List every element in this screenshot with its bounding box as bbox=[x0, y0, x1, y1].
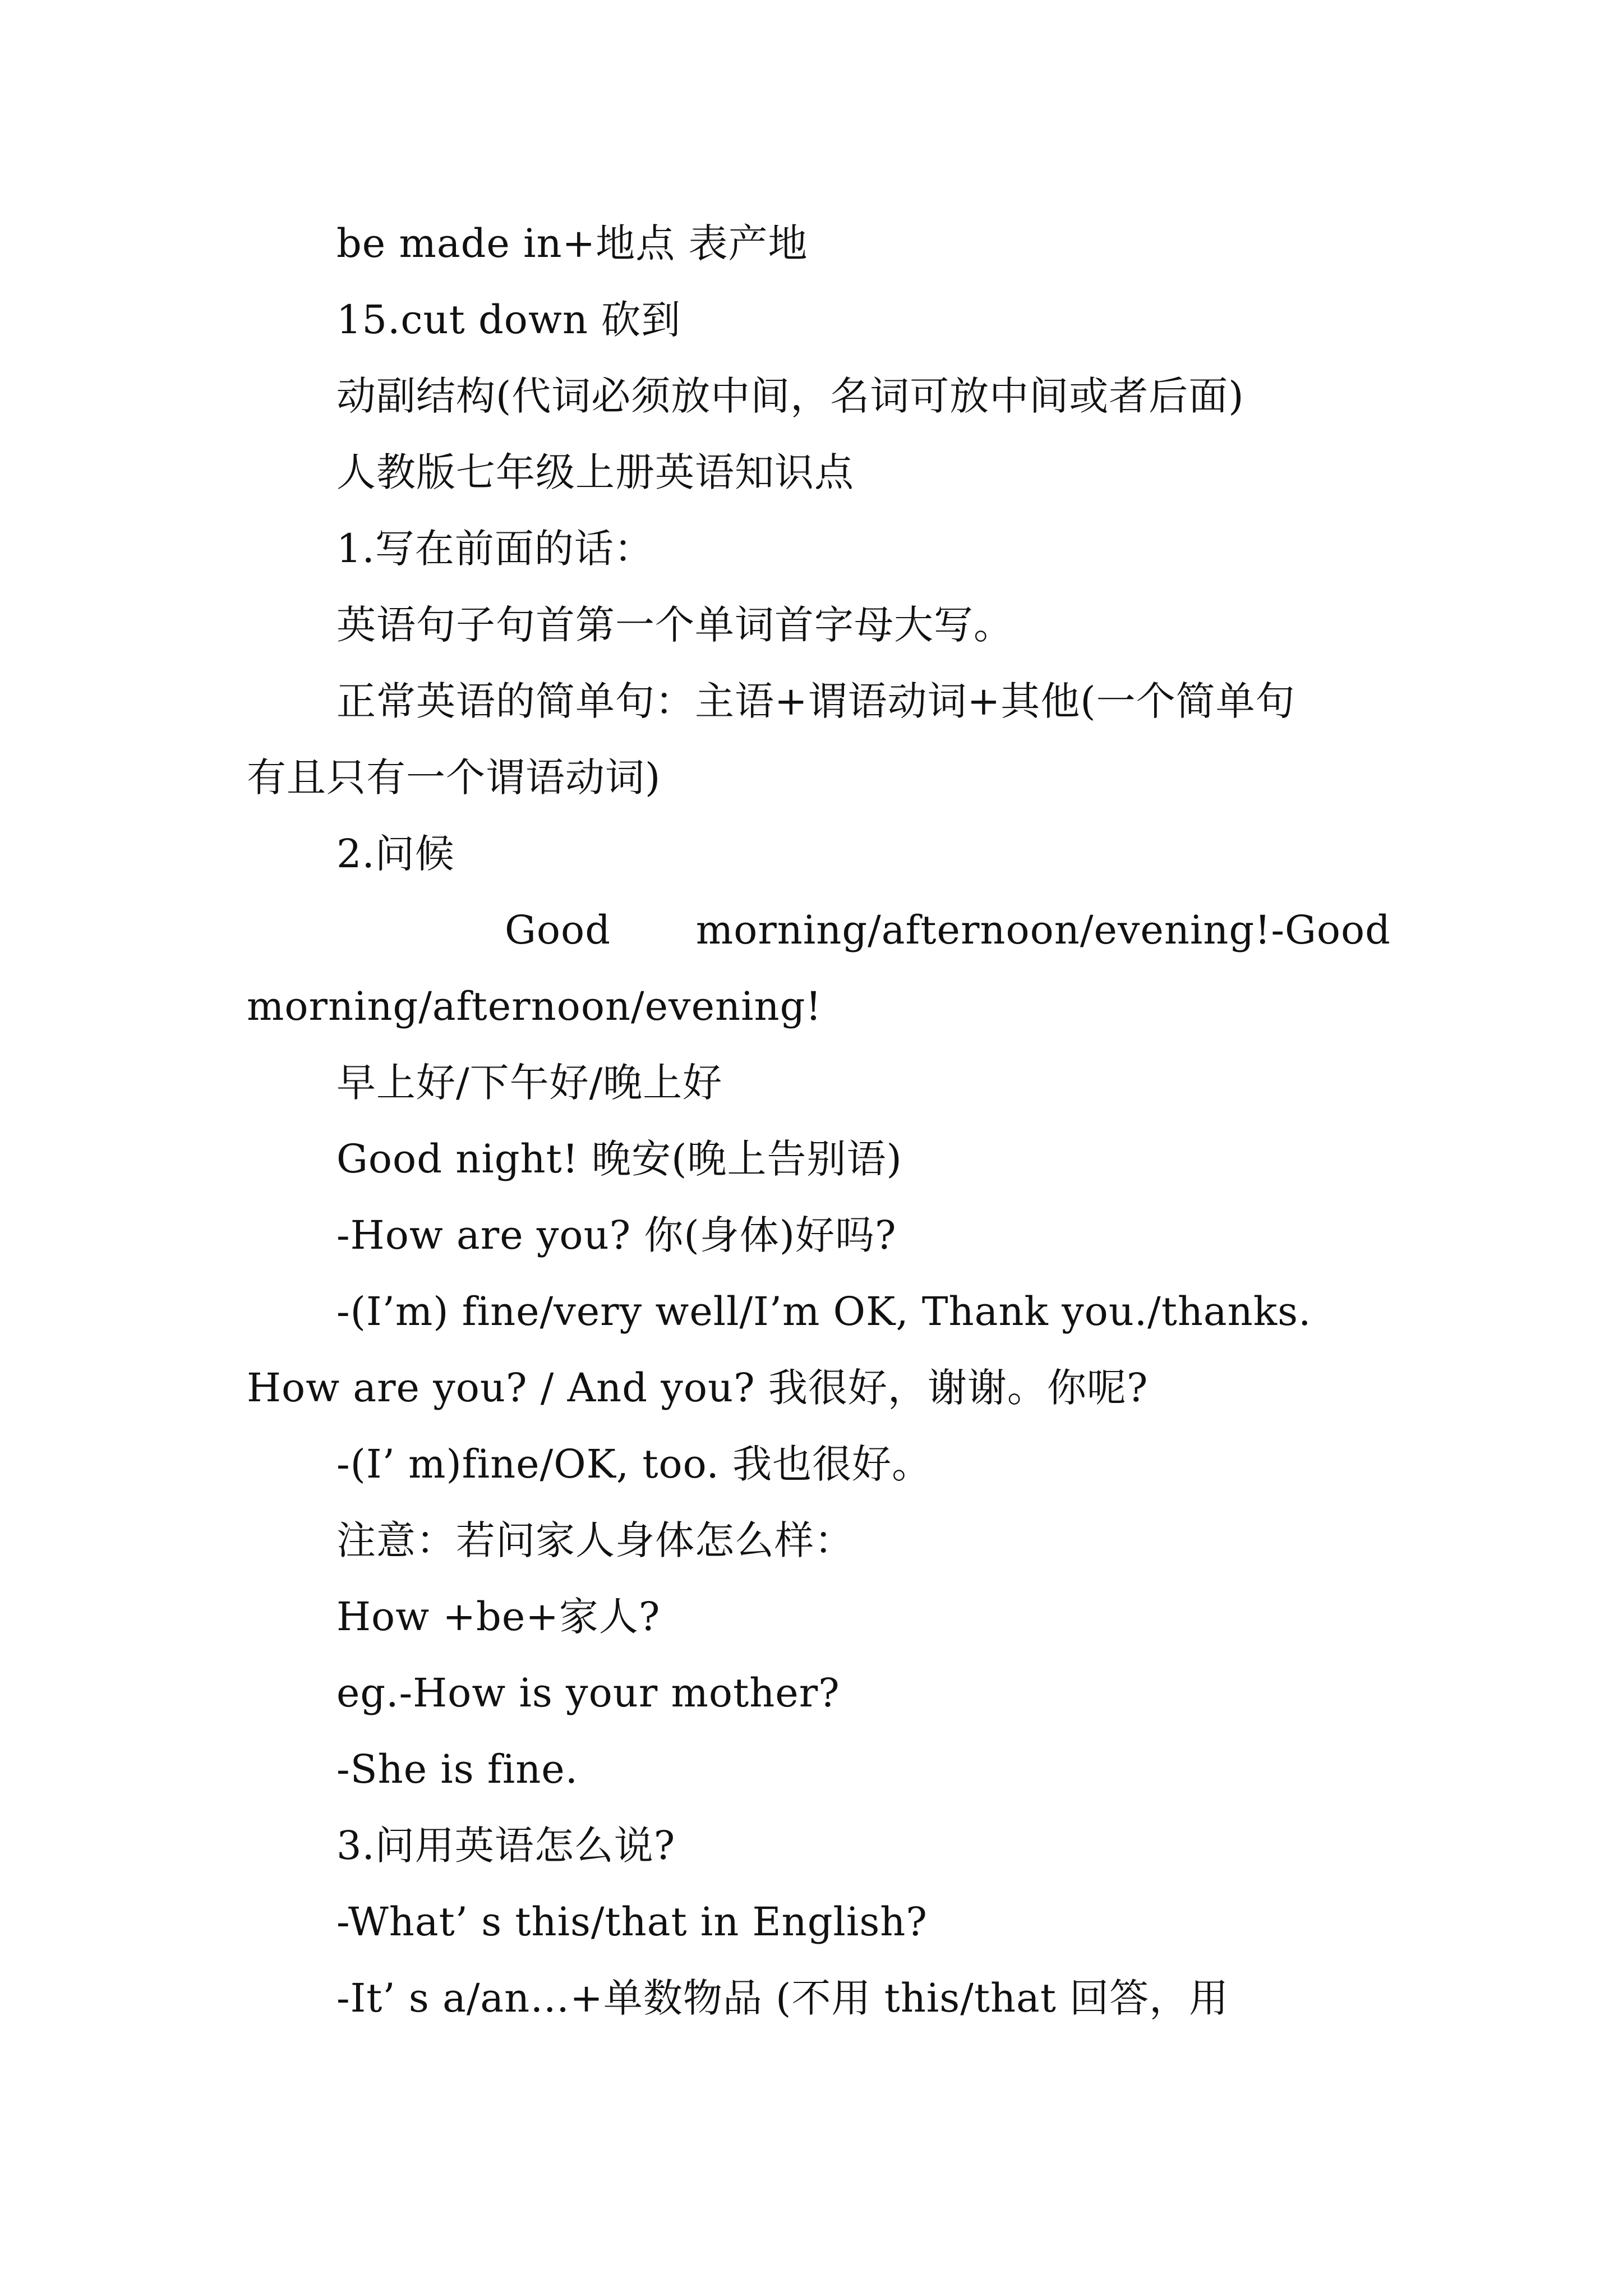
text-word: morning/afternoon/evening!-Good bbox=[695, 907, 1391, 953]
text-line: 注意：若问家人身体怎么样： bbox=[336, 1517, 854, 1563]
text-line: morning/afternoon/evening! bbox=[247, 983, 822, 1029]
text-line: -(I’m) fine/very well/I’m OK, Thank you./thanks. bbox=[336, 1289, 1312, 1335]
text-line: 2.问候 bbox=[336, 831, 455, 877]
text-line: How +be+家人? bbox=[336, 1594, 661, 1640]
text-line: eg.-How is your mother? bbox=[336, 1670, 840, 1716]
text-line: 正常英语的简单句：主语+谓语动词+其他(一个简单句 bbox=[336, 678, 1295, 724]
text-line: 有且只有一个谓语动词) bbox=[247, 754, 661, 800]
text-line: -It’ s a/an…+单数物品 (不用 this/that 回答，用 bbox=[336, 1975, 1229, 2021]
text-line: Good night! 晚安(晚上告别语) bbox=[336, 1136, 902, 1182]
text-line: 早上好/下午好/晚上好 bbox=[336, 1060, 723, 1106]
text-line: 人教版七年级上册英语知识点 bbox=[336, 449, 854, 495]
text-line: -What’ s this/that in English? bbox=[336, 1899, 928, 1945]
text-line: 3.问用英语怎么说? bbox=[336, 1823, 676, 1869]
justified-line bbox=[336, 892, 1391, 968]
text-line: 英语句子句首第一个单词首字母大写。 bbox=[336, 602, 1013, 648]
text-line: 1.写在前面的话： bbox=[336, 526, 654, 572]
text-line: -How are you? 你(身体)好吗? bbox=[336, 1212, 897, 1258]
text-line: be made in+地点 表产地 bbox=[336, 220, 808, 266]
text-line: 15.cut down 砍到 bbox=[336, 297, 681, 343]
text-word: Good bbox=[505, 907, 611, 953]
text-line: -She is fine. bbox=[336, 1746, 578, 1792]
text-line: -(I’ m)fine/OK, too. 我也很好。 bbox=[336, 1441, 932, 1487]
text-line: 动副结构(代词必须放中间，名词可放中间或者后面) bbox=[336, 373, 1244, 419]
text-line: How are you? / And you? 我很好，谢谢。你呢? bbox=[247, 1365, 1149, 1411]
